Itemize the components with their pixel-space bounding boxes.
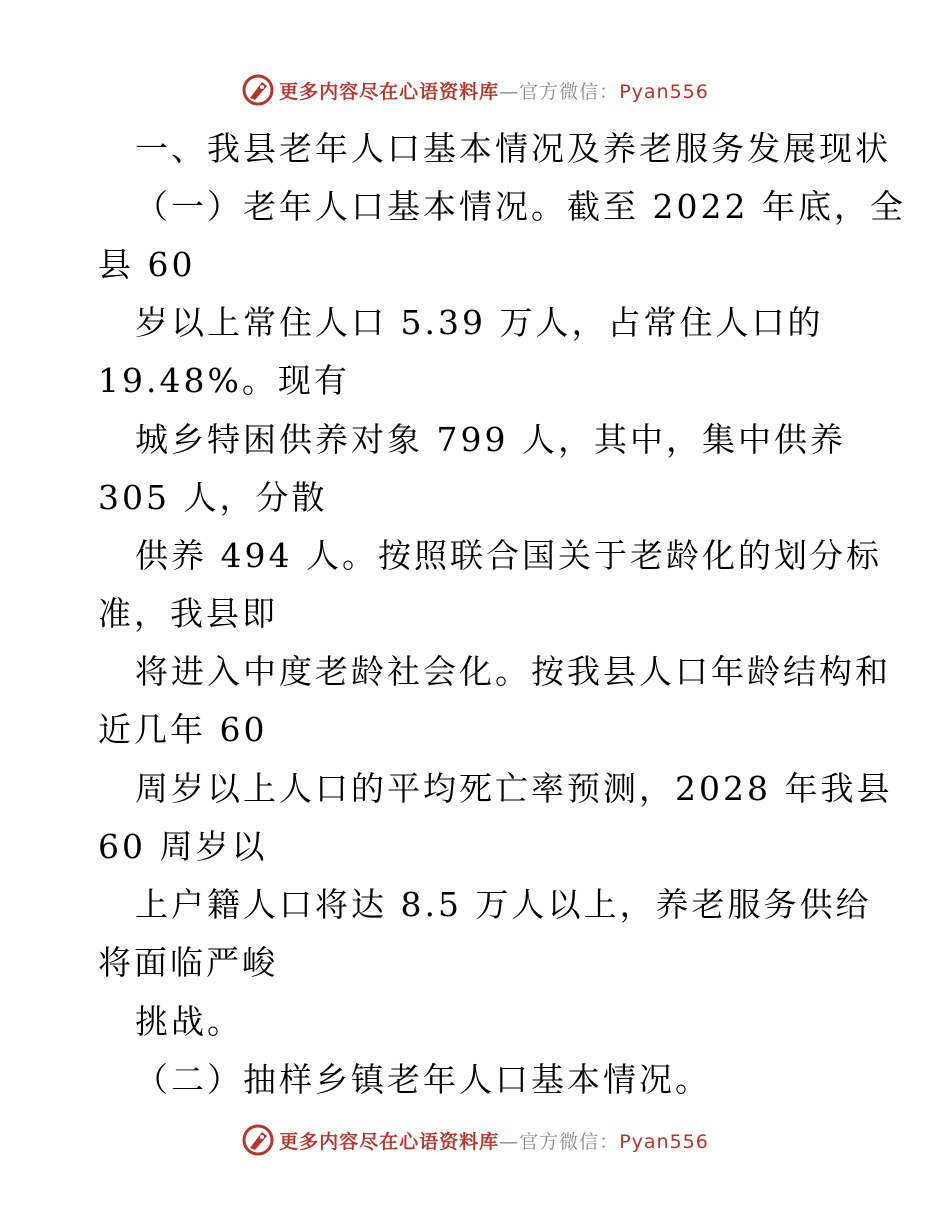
paragraph-line: 岁以上常住人口 5.39 万人，占常住人口的	[135, 303, 824, 342]
banner-site-name: 更多内容尽在心语资料库	[279, 1130, 500, 1153]
banner-wechat-handle: Pyan556	[619, 80, 709, 103]
footer-banner	[0, 1120, 950, 1160]
paragraph-line: 将进入中度老龄社会化。按我县人口年龄结构和	[135, 652, 891, 691]
paragraph-line: 将面临严峻	[98, 943, 278, 982]
paragraph-line: 供养 494 人。按照联合国关于老龄化的划分标	[135, 536, 882, 575]
paragraph-line: 近几年 60	[98, 710, 268, 749]
paragraph-line: 周岁以上人口的平均死亡率预测，2028 年我县	[135, 769, 893, 808]
paragraph-line: 县 60	[98, 245, 196, 284]
subsection-heading: （二）抽样乡镇老年人口基本情况。	[135, 1060, 711, 1099]
pen-nib-circle-icon	[241, 1123, 275, 1157]
banner-wechat-label: 官方微信：	[519, 80, 620, 103]
paragraph-line: 城乡特困供养对象 799 人，其中，集中供养	[135, 420, 846, 459]
section-heading: 一、我县老年人口基本情况及养老服务发展现状	[135, 129, 891, 168]
banner-site-name: 更多内容尽在心语资料库	[279, 80, 500, 103]
paragraph-line: 挑战。	[135, 1002, 243, 1041]
paragraph-line: 305 人，分散	[98, 478, 328, 517]
paragraph-line: 60 周岁以	[98, 827, 268, 866]
banner-dash: —	[499, 80, 520, 103]
banner-text	[279, 1127, 709, 1154]
paragraph-line: 准，我县即	[98, 594, 278, 633]
banner-wechat-label: 官方微信：	[519, 1130, 620, 1153]
banner-dash: —	[499, 1130, 520, 1153]
banner-wechat-handle: Pyan556	[619, 1130, 709, 1153]
paragraph-line: （一）老年人口基本情况。截至 2022 年底，全	[135, 187, 906, 226]
paragraph-line: 上户籍人口将达 8.5 万人以上，养老服务供给	[135, 885, 872, 924]
paragraph-line: 19.48%。现有	[98, 361, 350, 400]
